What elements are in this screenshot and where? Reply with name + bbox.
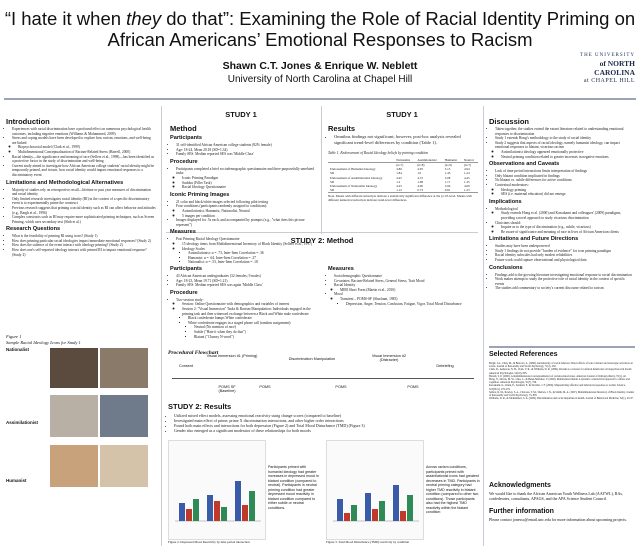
list-item: ◦ Ideology Scales [182, 247, 316, 252]
table-sub: (n=8) [417, 162, 425, 167]
fig3-bars [333, 485, 419, 521]
fig-label-assimilationist: Assimilationist [6, 420, 39, 425]
title-part-c: do that”: Examining the Role of Racial Identity Priming on [161, 8, 636, 29]
iconic-heading: Iconic Priming Images [170, 191, 230, 198]
list-item: • Experiences with racial discrimination have a profound effect on numerous psychological health outcomes, including negative emotions (Williams & Mohammed, 2009) [12, 127, 156, 136]
bar [186, 509, 192, 521]
list-item: • Participants completed a brief sociodemographic questionnaire and three purposefully unrelated tasks: [176, 167, 316, 176]
discussion-column [489, 117, 635, 291]
limitations-list [6, 188, 156, 225]
reference-item: Harrell, S. P. (2000). A multidimensional conceptualization of racism-related stress. American Journal of Orthopsychiatry, 70(1), 42. [489, 374, 627, 378]
list-item: • Post Priming Racial Ideology Questionnaire [176, 237, 316, 242]
list-item: ◦ Study extends Hong et al. (2000) and Kawakami and colleagues' (2009) paradigms, providing a novel approach to study vicarious discrimination [501, 211, 635, 220]
list-item: ◦ Multidimensional Conceptualization of Racism-Related Stress (Harrell, 2000) [18, 150, 156, 155]
bar [365, 493, 371, 521]
table1-note: Note. Means with different subscripts indicate a statistically significant difference at the p<.05 level. Means with different numerical subscripts indicate trend-level differences. [328, 194, 472, 203]
list-item: • Contextual moderators: [495, 183, 635, 188]
col-divider-2 [321, 106, 322, 234]
list-item: ◦ Session 2: "Visual Immersion" Tasks & Racism Manipulation: Individuals engaged in the priming task and then witnessed exchange between a Black and White male confederate [182, 307, 320, 316]
list-item: • Racial identity subscales had only modest reliabilities [495, 253, 635, 258]
list-item: ▪ Subtle ("Hate it when they do that") [194, 330, 320, 335]
figure1-label: Figure 1 [6, 334, 22, 339]
col-divider-3 [483, 106, 484, 546]
list-item: ◦ 15 ideology items from Multidimensional Inventory of Black Identity (Sellers et al., 1997) [182, 242, 316, 247]
logo-line3: at CHAPEL HILL [583, 78, 635, 84]
bar [242, 505, 248, 521]
bar [179, 503, 185, 521]
list-item: ▪ Depression, Anger, Tension, Confusion, Fatigue, Vigor, Total Mood Disturbance [346, 302, 478, 307]
list-item: • Omnibus findings not significant; however, post-hoc analysis revealed significant trend-level differences by condition (Table 1). [334, 134, 478, 145]
study2-measures [328, 264, 478, 306]
list-item: ◦ MIBI Short Form (Martin et al., 2010) [340, 288, 478, 293]
flowchart-title: Procedural Flowchart [168, 350, 219, 356]
list-item: • Findings add to the growing literature investigating emotional response to racial discrimination [495, 273, 635, 278]
flow-node-immersion2: Visual Immersion #2 (Distracter) [371, 354, 407, 363]
list-item: • Sociodemographic Questionnaire [334, 274, 478, 279]
procedure-heading: Procedure [170, 289, 198, 296]
method-heading: Method [170, 124, 197, 133]
figure2-caption: Figure 2. Depressed Mood Reactivity by time period interaction [168, 540, 250, 544]
figure1-caption: Sample Racial Ideology Icons for Study 1 [6, 340, 81, 345]
list-item: • Covariates: Racism-Related Stress, General Stress, Trait Mood [334, 279, 478, 284]
list-item: • Future work could capture observational and physiological data [495, 258, 635, 263]
figure2-note: Participants primed with humanist ideology had greater increases in depressed mood in blatant condition (compared to neutral). Participants in neutral priming condition had greater depressed mood reactivity in blatant condition compared to either subtle or neutral conditions. [268, 465, 319, 510]
list-item: • Studies may have been underpowered [495, 244, 635, 249]
flow-poms: POMS [407, 385, 419, 389]
references-heading: Selected References [489, 351, 558, 358]
further-info-heading: Further information [489, 508, 554, 515]
figure3-caption: Figure 3. Total Mood Disturbance (TMD) reactivity by condition [326, 540, 410, 544]
table-row: Endorsement of Assimilationist Ideology 4.45 4.72 5.08 4.45 [330, 175, 470, 180]
acknowledgments-heading: Acknowledgments [489, 482, 551, 489]
table-sub: (n=7) [396, 162, 404, 167]
bar [393, 485, 399, 521]
measures-heading: Measures [328, 266, 354, 272]
nationalist-image-1 [50, 348, 98, 388]
assimilationist-image-2 [100, 395, 148, 437]
table-row: Endorsement of Humanist Ideology 4.86 4.95 5.15 4.94 [330, 167, 470, 172]
table-header: Neutral [464, 157, 474, 162]
study1-results [328, 124, 478, 202]
table-row: Endorsement of Nationalist Ideology 4.45 4.00 3.90 4.09 [330, 184, 470, 188]
col-divider-1 [161, 106, 162, 546]
list-item: • Stress and coping models have been developed to explore how racism, emotions, and well-being are linked: [12, 136, 156, 145]
list-item: • 21 color and black/white images selected following pilot testing [176, 200, 316, 205]
fig2-bars [175, 481, 261, 521]
list-item: • Work makes attempt to study the protective role of racial identity in the context of specific events [495, 277, 635, 286]
intro-list [6, 127, 156, 178]
list-item: ◦ Ideology priming [501, 188, 635, 193]
list-item: ▪ Assimilationist: α = .73, Inter-Item Correlation = .36 [188, 251, 316, 256]
table-row: SD 1.12 0.73 0.81 1.23 [328, 188, 478, 193]
flow-node-debriefing: Debriefing [436, 364, 454, 368]
unc-logo [557, 52, 635, 92]
further-info-text: Please contact jonessc@email.unc.edu for more information about upcoming projects. [489, 517, 627, 522]
bar [372, 509, 378, 521]
bar [344, 513, 350, 521]
reference-item: Sellers, R. M., Rowley, S. A., Chavous, T. M., Shelton, J. N., & Smith, M. A. (1997). Multidimensional Inventory of Black Identity. Journal of Personality and Social Psychology, 73, 805. [489, 390, 635, 398]
table-header: Assimilationist [417, 157, 437, 162]
table-row: SD 1.84 .61 1.43 1.24 [330, 171, 470, 176]
figure3-svg [327, 441, 423, 539]
bar [221, 507, 227, 521]
left-column [6, 117, 156, 257]
study1-heading-left: STUDY 1 [225, 110, 257, 119]
list-item: • Study 1 findings do not provide "burden of evidence" for icon priming paradigm [495, 249, 635, 254]
flow-node-consent: Consent [178, 364, 194, 368]
list-item: • Taken together, the studies extend the extant literature related to understanding emotional responses to discrimination [495, 127, 635, 136]
intro-heading: Introduction [6, 117, 50, 126]
participants-heading: Participants [170, 135, 203, 141]
list-item: • Only limited research investigates racial identity (RI) in the context of a specific discriminatory event is to experimentally prime the construct [12, 197, 156, 206]
affiliation: University of North Carolina at Chapel Hill [227, 74, 413, 85]
humanist-image-1 [50, 445, 98, 487]
reference-item: Hong, Y., Morris, M. W., Chiu, C., & Benet-Martinez, V. (2000). Multicultural minds: A dynamic constructivist approach to culture and cognition. American Psychologist, 55(7), 709. [489, 378, 630, 385]
list-item: • 43 African American undergraduates (32 females; 9 males) [176, 274, 320, 279]
references-list [489, 362, 635, 400]
list-item: ▪ White confederate engages in a staged phone call (random assignment): [188, 321, 320, 326]
list-item: ◦ Inquire as to the type of discrimination (e.g., subtle, vicarious) [501, 225, 635, 230]
limitations-future-heading: Limitations and Future Directions [489, 236, 579, 243]
assimilationist-image-1 [50, 395, 98, 437]
bar [400, 511, 406, 521]
list-item: • Racial identity—the significance and meaning of race (Sellers et al., 1998)—has been identified as a protective factor in the study of discrimination and well-being [12, 155, 156, 164]
list-item: • Family SES: Median reported SES was again 'Middle Class' [176, 283, 320, 288]
poster-title [0, 8, 640, 50]
figure2-chart [168, 440, 266, 540]
list-item: • Methodological [495, 207, 635, 212]
procedure-heading: Procedure [170, 158, 198, 165]
bar [351, 505, 357, 521]
study2-results-heading: STUDY 2: Results [168, 402, 232, 411]
reference-item: Williams, D. R., & Mohammed, S. A. (2009). Discrimination and racial disparities in health. Journal of Behavioral Medicine, 32(1), 20-47. [489, 397, 634, 401]
bar [379, 501, 385, 521]
list-item: ▪ Neutral (No mention of race) [194, 325, 320, 330]
list-item: • Found both main effects and interactions for both depression (Figure 2) and Total Mood Disturbance (TMD) (Figure 3) [174, 423, 478, 428]
list-item: • How does the salience of the event interact with ideology priming? (Study 2) [12, 243, 156, 248]
table-sub: (n=7) [464, 162, 472, 167]
flow-poms: POMS [335, 385, 347, 389]
list-item: • The studies add commentary to society's current discourse related to racism [495, 286, 635, 291]
list-item: • Study 2 suggests that aspects of racial ideology, namely humanist ideology, can impact emotional responses to blatant, vicarious racism [495, 141, 635, 150]
list-item: ◦ Biopsychosocial model (Clark et al., 1999) [18, 145, 156, 150]
title-line2: African Americans’ Emotional Responses to Racism [107, 29, 533, 50]
list-item: • Mood [334, 292, 478, 297]
list-item: • No blatant vs. subtle differences for active conditions [495, 178, 635, 183]
list-item: • Lack of time period interactions limits interpretation of findings [495, 169, 635, 174]
study2-participants-procedure [170, 264, 320, 339]
list-item: • Two-session study: [176, 298, 320, 303]
bar [337, 499, 343, 521]
participants-heading: Participants [170, 266, 203, 272]
header-divider [4, 98, 636, 100]
humanist-image-2 [100, 445, 148, 487]
list-item: • 31 self-identified African American college students (82% female) [176, 143, 316, 148]
conclusions-heading: Conclusions [489, 264, 523, 271]
list-item: ◦ Be aware of significance and meaning of race in lives of African American clients [501, 230, 635, 235]
flow-node-immersion1: Visual Immersion #1 (Priming) [206, 354, 258, 358]
bar [249, 491, 255, 521]
research-questions-heading: Research Questions [6, 226, 61, 233]
table-header: Nationalist [396, 157, 411, 162]
flow-node-manipulation: Discrimination Manipulation [288, 357, 336, 361]
list-item: • Only blatant condition implicated in findings [495, 174, 635, 179]
list-item: • Gender also emerged as a significant moderator of these relationships for both moods [174, 428, 478, 433]
list-item: • Utilized mixed effect models, assessing emotional reactivity using change scores (compared to baseline) [174, 413, 478, 418]
nationalist-image-2 [100, 348, 148, 388]
fig-label-nationalist: Nationalist [6, 347, 30, 352]
observations-heading: Observations and Caveats [489, 161, 560, 168]
bar [235, 481, 241, 521]
study2-heading: STUDY 2: Method [290, 236, 354, 245]
authors: Shawn C.T. Jones & Enrique W. Neblett [222, 60, 418, 72]
table-sub: (n=9) [444, 162, 452, 167]
logo-line1: THE UNIVERSITY [580, 53, 635, 58]
acknowledgments-text: We would like to thank the African American Youth Wellness Lab (AAYWL), RAs, confederates, consultants, APAGS, and the APA Science Student Council. [489, 491, 623, 501]
bar [214, 501, 220, 521]
title-part-b: they [126, 8, 162, 29]
references-box [489, 346, 635, 348]
list-item: • Four conditions (participants randomly assigned to conditions): [176, 204, 316, 209]
list-item: • Investigated main effect of prime; prime X discrimination interactions, and other higher order interactions [174, 418, 478, 423]
reference-item: Bargh, J.A., Chen, M., & Burrows, L. (1996). Automaticity of social behavior: Direct effects of trait construct and stereotype activation on action. Journal of Personality and Social Psychology, 71(2), 230. [489, 362, 633, 369]
figure3-note: Across racism conditions, participants primed with assimilationist icons had greatest decreases in TMD. Participants in neutral priming category had higher TMD reactivity in blatant condition (compared to other two conditions). Those participants also had the highest TMD reactivity within the blatant condition [426, 465, 480, 514]
bar [407, 495, 413, 521]
list-item: ◦ Sudoku (Filler Task) [182, 181, 316, 186]
figure3-chart [326, 440, 424, 540]
discussion-heading: Discussion [489, 117, 530, 126]
list-item: ◦ SES (i.e. maternal education) did not emerge [501, 192, 635, 197]
list-item: ◦ Racial Ideology Questionnaire [182, 185, 316, 190]
list-item: • Clinicians should: [495, 221, 635, 226]
bar [193, 499, 199, 521]
logo-line2: of NORTH CAROLINA [594, 59, 635, 77]
flow-poms: POMS [259, 385, 271, 389]
list-item: • Majority of studies rely on retrospective recall—lifetime or past year measures of discrimination and racial identity [12, 188, 156, 197]
list-item: • Age: 18-23, Mean 19.71 (SD=1.21) [176, 279, 320, 284]
flow-poms-baseline: POMS SF (Baseline) [218, 385, 236, 394]
list-item: ◦ Iconic Priming Paradigm [182, 176, 316, 181]
results-heading: Results [328, 124, 356, 133]
limitations-heading: Limitations and Methodological Alternatives [6, 179, 124, 186]
study1-heading-right: STUDY 1 [386, 110, 418, 119]
list-item: • Current study aimed to investigate how African American college students' racial identity might be temporarily primed, and in turn, how racial identity would impact emotional responses to a discriminatory event [12, 164, 156, 178]
table1 [328, 158, 478, 194]
list-item: ▪ Humanist: α = .64, Inter-Item Correlation = .27 [188, 256, 316, 261]
table1-caption: Table 1. Endorsement of Racial Ideology beliefs by priming condition [328, 151, 429, 156]
list-item: • Family SES: Median reported SES was 'Middle Class' [176, 152, 316, 157]
bar [207, 495, 213, 521]
reference-item: Kawakami, K., Dunn, E., Karmali, F., & Dovidio, J. F. (2009). Mispredicting affective and behavioral responses to racism. Science, 323(5911), 276-278. [489, 384, 626, 391]
list-item: • What is the feasibility of priming RI using icons? (Study 1) [12, 234, 156, 239]
list-item: • Racial Identity [334, 283, 478, 288]
list-item: • Images displayed for .5s each, and accompanied by prompts (e.g., "what does this picture represent") [176, 218, 316, 227]
list-item: • Age: 18-24, Mean 20.18 (SD=1.34) [176, 148, 316, 153]
flowchart-line [172, 378, 474, 379]
list-item: • Previous research suggests that priming a racial identity such as RI can affect behavior and attitudes (e.g., Bargh et al., 1996) [12, 206, 156, 215]
list-item: • Complex constructs such as RI may require more sophisticated priming techniques, such as Screen Priming, which uses secondary text (Shih et al.) [12, 215, 156, 224]
list-item: ◦ Session: Online Questionnaire with demographics and variables of interest [182, 302, 320, 307]
research-questions-list [6, 234, 156, 257]
list-item: ◦ Neutral priming condition related to greater increases in negative emotions [501, 155, 635, 160]
implications-heading: Implications [489, 198, 522, 205]
table-row: SD 1.2 1.68 1.17 1.35 [330, 179, 470, 184]
study2-results-list [168, 413, 478, 433]
list-item: • Study 1 extends Hong's methodology to the study of racial identity [495, 136, 635, 141]
fig-label-humanist: Humanist [6, 478, 27, 483]
list-item: • How does priming particular racial ideologies impact immediate emotional responses? (Study 2) [12, 239, 156, 244]
list-item: ◦ Transient – POMS-SF (Shacham, 1983) [340, 297, 478, 302]
list-item: ◦ Assimilationist, Humanist, Nationalist, Neutral [182, 209, 316, 214]
figure2-svg [169, 441, 265, 539]
list-item: ◦ Assimilationist ideology appeared emotionally protective [501, 150, 635, 155]
reference-item: Clark, R., Anderson, N. B., Clark, V. R., & Williams, D. R. (1999). Racism as a stressor for African Americans: A biopsychosocial model. American Psychologist, 54(10), 805. [489, 368, 632, 375]
list-item: ▪ Blatant ("Clumsy N-word") [194, 335, 320, 340]
list-item: • How does one's self-reported ideology interact with primed RI to impact emotional response? (Study 2) [12, 248, 156, 257]
list-item: ▪ Nationalist: α = .53, Inter-Item Correlation = .18 [188, 260, 316, 265]
list-item: ▪ Black confederate bumps White confederate [188, 316, 320, 321]
list-item: ◦ 5 images per condition [182, 214, 316, 219]
title-part-a: “I hate it when [4, 8, 127, 29]
table-header: Humanist [444, 157, 458, 162]
measures-heading: Measures [170, 229, 196, 236]
